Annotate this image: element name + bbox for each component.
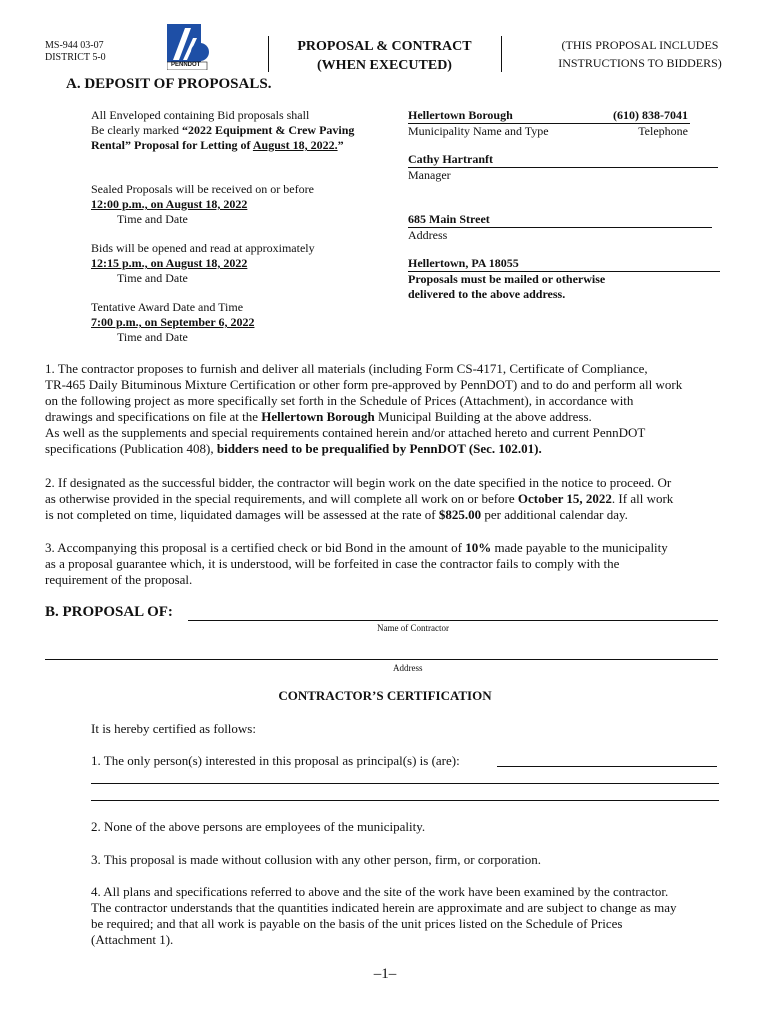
header-note: (THIS PROPOSAL INCLUDES INSTRUCTIONS TO BIDDERS) xyxy=(558,38,722,70)
contractor-name-line[interactable] xyxy=(188,620,718,621)
envelope-instructions: All Enveloped containing Bid proposals shall Be clearly marked “2022 Equipment & Crew Paving Rental” Proposal for Letting of August 18, 2022.” xyxy=(91,108,355,152)
manager-name: Cathy Hartranft xyxy=(408,152,493,166)
sealed-proposals-block: Sealed Proposals will be received on or before 12:00 p.m., on August 18, 2022 Time and Date xyxy=(91,182,314,226)
certification-intro: It is hereby certified as follows: xyxy=(91,721,256,736)
section-b-heading: B. PROPOSAL OF: xyxy=(45,604,173,620)
award-date-block: Tentative Award Date and Time 7:00 p.m., on September 6, 2022 Time and Date xyxy=(91,300,255,344)
header-divider-left xyxy=(268,36,269,72)
contractor-address-line[interactable] xyxy=(45,659,718,660)
logo-text: PENNDOT xyxy=(171,62,201,68)
address-block: 685 Main Street Address xyxy=(408,212,712,243)
principal-line-1[interactable] xyxy=(497,766,717,767)
header-divider-right xyxy=(501,36,502,72)
principal-line-2[interactable] xyxy=(91,783,719,784)
bid-opening-block: Bids will be opened and read at approximately 12:15 p.m., on August 18, 2022 Time and Date xyxy=(91,241,315,285)
paragraph-1: 1. The contractor proposes to furnish and deliver all materials (including Form CS-4171, Certificate of Compliance, TR-465 Daily Bituminous Mixture Certification or other form pre-approved by PennDOT) and to do and perform all work on the following project as more specifically set forth in the Schedule of Prices (Attachment), in accordance with drawings and specifications on file at the Hellertown Borough Municipal Building at the above address. As well as the supplements and special requirements contained herein and/or attached hereto and current PennDOT specifications (Publication 408), bidders need to be prequalified by PennDOT (Sec. 102.01). xyxy=(45,361,683,456)
municipality-block: Hellertown Borough (610) 838-7041 Municipality Name and Type Telephone xyxy=(408,108,688,138)
cert-item-4: 4. All plans and specifications referred to above and the site of the work have been examined by the contractor. The contractor understands that the quantities indicated herein are approximate and are subject to change as may be required; and that all work is payable on the basis of the unit prices listed on the Schedule of Prices (Attachment 1). xyxy=(91,884,677,947)
page-number: –1– xyxy=(373,966,397,982)
city-block: Hellertown, PA 18055 Proposals must be mailed or otherwise delivered to the above address. xyxy=(408,256,720,302)
cert-item-3: 3. This proposal is made without collusion with any other person, firm, or corporation. xyxy=(91,852,541,867)
manager-block: Cathy Hartranft Manager xyxy=(408,152,718,183)
address-value: 685 Main Street xyxy=(408,212,490,226)
principal-line-3[interactable] xyxy=(91,800,719,801)
paragraph-3: 3. Accompanying this proposal is a certified check or bid Bond in the amount of 10% made payable to the municipality as a proposal guarantee which, it is understood, will be forfeited in case the contractor fails to comply with the requirement of the proposal. xyxy=(45,540,668,587)
paragraph-2: 2. If designated as the successful bidder, the contractor will begin work on the date specified in the notice to proceed. Or as otherwise provided in the special requirements, and will complete all work on or before October 15, 2022. If all work is not completed on time, liquidated damages will be assessed at the rate of $825.00 per additional calendar day. xyxy=(45,475,674,522)
city-value: Hellertown, PA 18055 xyxy=(408,256,519,270)
municipality-name: Hellertown Borough xyxy=(408,108,513,122)
district-label: DISTRICT 5-0 xyxy=(45,52,106,63)
section-a-heading: A. DEPOSIT OF PROPOSALS. xyxy=(66,76,272,92)
cert-item-2: 2. None of the above persons are employees of the municipality. xyxy=(91,819,426,834)
doc-title: PROPOSAL & CONTRACT (WHEN EXECUTED) xyxy=(297,39,472,73)
form-code: MS-944 03-07 xyxy=(45,40,104,51)
cert-item-1: 1. The only person(s) interested in this proposal as principal(s) is (are): xyxy=(91,753,460,768)
telephone-value: (610) 838-7041 xyxy=(613,108,688,122)
contractor-address-caption: Address xyxy=(393,663,423,673)
contractor-name-caption: Name of Contractor xyxy=(377,623,449,633)
certification-heading: CONTRACTOR’S CERTIFICATION xyxy=(278,688,492,703)
